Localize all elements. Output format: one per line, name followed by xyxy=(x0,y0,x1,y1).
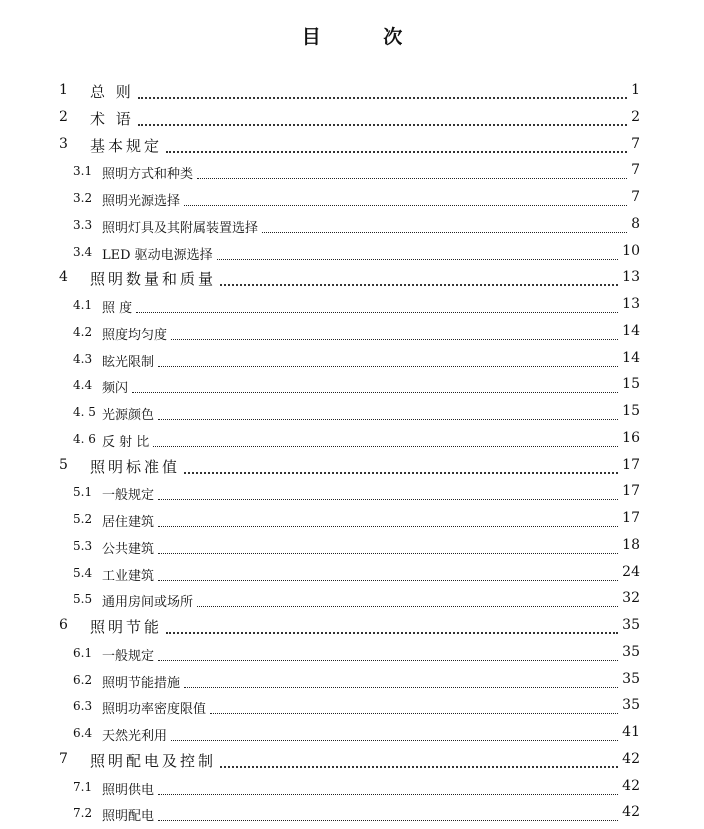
toc-leader-dots xyxy=(171,740,618,741)
toc-entry-label: 照明供电 xyxy=(102,782,155,798)
toc-entry-page: 1 xyxy=(631,82,640,98)
toc-entry-label: 反 射 比 xyxy=(102,434,150,450)
toc-entry-number: 4.1 xyxy=(73,298,93,312)
toc-entry[interactable] xyxy=(0,266,704,290)
toc-entry-page: 42 xyxy=(622,750,640,767)
toc-leader-dots xyxy=(158,553,618,554)
toc-entry-number: 3.4 xyxy=(73,244,93,259)
toc-entry-number: 3.3 xyxy=(73,217,93,232)
toc-leader-dots xyxy=(184,687,618,688)
toc-entry-number: 7 xyxy=(59,750,68,767)
toc-entry[interactable] xyxy=(0,507,704,531)
toc-entry-page: 14 xyxy=(622,349,640,366)
toc-leader-dots xyxy=(166,151,627,153)
toc-entry-number: 5.3 xyxy=(73,538,93,553)
toc-leader-dots xyxy=(138,124,627,126)
toc-leader-dots xyxy=(220,766,618,768)
toc-entry[interactable] xyxy=(0,159,704,183)
toc-entry[interactable] xyxy=(0,561,704,585)
toc-entry-number: 5.2 xyxy=(73,512,93,526)
toc-entry[interactable] xyxy=(0,721,704,745)
toc-leader-dots xyxy=(153,446,618,447)
toc-entry[interactable] xyxy=(0,454,704,478)
toc-entry-label: 照明灯具及其附属装置选择 xyxy=(102,220,259,236)
toc-entry-page: 2 xyxy=(631,108,640,125)
toc-entry-number: 4.2 xyxy=(73,324,93,339)
toc-entry-number: 5.1 xyxy=(73,485,93,500)
toc-entry-label: 照明配电 xyxy=(102,809,155,825)
toc-entry-page: 7 xyxy=(631,189,640,205)
toc-entry-label: LED 驱动电源选择 xyxy=(102,247,213,263)
toc-leader-dots xyxy=(197,178,627,179)
toc-entry-label: 术 语 xyxy=(90,109,134,128)
toc-entry[interactable] xyxy=(0,186,704,210)
toc-entry-label: 照明光源选择 xyxy=(102,194,181,209)
toc-entry-number: 6.4 xyxy=(73,726,93,740)
toc-entry-page: 7 xyxy=(631,135,640,152)
toc-leader-dots xyxy=(217,259,618,260)
toc-leader-dots xyxy=(136,312,618,313)
toc-entry-label: 光源颜色 xyxy=(102,408,155,423)
toc-leader-dots xyxy=(158,660,618,661)
toc-entry-number: 2 xyxy=(59,108,68,125)
toc-entry-number: 5.5 xyxy=(73,592,93,607)
toc-entry-label: 照明节能措施 xyxy=(102,675,181,691)
toc-leader-dots xyxy=(138,97,627,99)
toc-entry-number: 3.2 xyxy=(73,191,93,205)
toc-entry-page: 41 xyxy=(622,724,640,740)
toc-entry-label: 频闪 xyxy=(102,381,129,397)
toc-entry-number: 4.3 xyxy=(73,351,93,366)
toc-entry-label: 照度均匀度 xyxy=(102,327,168,343)
page-title: 目 次 xyxy=(301,26,431,48)
toc-entry-page: 7 xyxy=(631,162,640,179)
toc-entry-page: 16 xyxy=(622,429,640,446)
toc-entry-number: 5.4 xyxy=(73,565,93,580)
toc-entry-label: 照明节能 xyxy=(90,618,163,636)
toc-entry[interactable] xyxy=(0,480,704,504)
toc-entry-number: 3 xyxy=(59,135,68,152)
toc-entry[interactable] xyxy=(0,213,704,237)
toc-entry[interactable] xyxy=(0,106,704,130)
toc-entry-number: 4. 5 xyxy=(73,405,96,419)
toc-entry[interactable] xyxy=(0,427,704,451)
toc-entry-page: 35 xyxy=(622,670,640,687)
toc-entry-label: 居住建筑 xyxy=(102,515,155,530)
toc-entry-label: 通用房间或场所 xyxy=(102,595,194,611)
toc-entry-page: 35 xyxy=(622,697,640,714)
toc-leader-dots xyxy=(171,339,618,340)
toc-leader-dots xyxy=(262,232,627,233)
toc-entry-number: 5 xyxy=(59,456,68,473)
toc-entry-page: 15 xyxy=(622,376,640,393)
toc-entry-label: 基本规定 xyxy=(90,136,163,155)
toc-leader-dots xyxy=(184,472,618,474)
toc-entry-number: 6.2 xyxy=(73,672,93,687)
toc-entry-page: 10 xyxy=(622,242,640,259)
toc-entry-number: 4 xyxy=(59,269,68,286)
toc-entry-label: 一般规定 xyxy=(102,488,155,504)
toc-entry-page: 24 xyxy=(622,563,640,580)
toc-entry[interactable] xyxy=(0,320,704,344)
toc-leader-dots xyxy=(184,205,627,206)
toc-entry[interactable] xyxy=(0,400,704,424)
toc-leader-dots xyxy=(158,794,618,795)
toc-entry-label: 总 则 xyxy=(90,83,134,101)
toc-leader-dots xyxy=(158,419,618,420)
toc-entry[interactable] xyxy=(0,240,704,264)
toc-entry[interactable] xyxy=(0,748,704,772)
toc-entry-page: 42 xyxy=(622,777,640,794)
toc-leader-dots xyxy=(210,713,618,714)
toc-entry-number: 7.2 xyxy=(73,806,93,821)
toc-leader-dots xyxy=(220,284,618,286)
toc-entry-page: 13 xyxy=(622,296,640,312)
toc-entry-page: 32 xyxy=(622,590,640,607)
toc-entry-page: 15 xyxy=(622,403,640,419)
toc-entry-page: 42 xyxy=(622,804,640,821)
toc-entry-page: 35 xyxy=(622,617,640,633)
toc-entry[interactable] xyxy=(0,133,704,157)
toc-entry[interactable] xyxy=(0,587,704,611)
toc-entry[interactable] xyxy=(0,614,704,638)
toc-entry[interactable] xyxy=(0,373,704,397)
toc-entry-page: 17 xyxy=(622,456,640,473)
toc-entry-number: 4. 6 xyxy=(73,431,96,446)
toc-entry-label: 照 度 xyxy=(102,301,133,316)
toc-entry-page: 8 xyxy=(631,215,640,232)
toc-entry[interactable] xyxy=(0,668,704,692)
toc-entry-page: 14 xyxy=(622,322,640,339)
toc-entry-number: 1 xyxy=(59,82,68,98)
toc-entry-label: 公共建筑 xyxy=(102,541,155,557)
toc-entry[interactable] xyxy=(0,534,704,558)
toc-entry-page: 17 xyxy=(622,483,640,500)
toc-leader-dots xyxy=(158,366,618,367)
toc-entry[interactable] xyxy=(0,641,704,665)
toc-leader-dots xyxy=(132,392,618,393)
toc-entry-number: 7.1 xyxy=(73,779,93,794)
toc-entry-label: 照明功率密度限值 xyxy=(102,702,207,718)
toc-entry-label: 眩光限制 xyxy=(102,354,155,370)
toc-entry-label: 一般规定 xyxy=(102,648,155,664)
toc-entry[interactable] xyxy=(0,293,704,317)
toc-entry-number: 3.1 xyxy=(73,164,93,179)
toc-entry-number: 4.4 xyxy=(73,378,93,393)
toc-entry-number: 6.1 xyxy=(73,645,93,660)
toc-leader-dots xyxy=(158,526,618,527)
toc-leader-dots xyxy=(158,580,618,581)
toc-entry[interactable] xyxy=(0,79,704,103)
toc-entry-label: 照明数量和质量 xyxy=(90,270,217,289)
toc-entry-label: 照明标准值 xyxy=(90,457,181,476)
toc-entry[interactable] xyxy=(0,801,704,825)
toc-entry-label: 照明方式和种类 xyxy=(102,167,194,183)
toc-entry-page: 13 xyxy=(622,269,640,286)
toc-leader-dots xyxy=(166,632,618,634)
toc-entry-page: 18 xyxy=(622,536,640,553)
toc-entry-page: 35 xyxy=(622,643,640,660)
toc-entry[interactable] xyxy=(0,694,704,718)
toc-entry[interactable] xyxy=(0,775,704,799)
toc-entry-number: 6 xyxy=(59,617,68,633)
toc-entry-label: 工业建筑 xyxy=(102,568,155,584)
toc-leader-dots xyxy=(158,499,618,500)
toc-entry-page: 17 xyxy=(622,510,640,526)
toc-entry-label: 照明配电及控制 xyxy=(90,751,217,770)
toc-entry-number: 6.3 xyxy=(73,699,93,714)
toc-entry[interactable] xyxy=(0,347,704,371)
toc-leader-dots xyxy=(158,820,618,821)
toc-entry-label: 天然光利用 xyxy=(102,729,168,744)
toc-leader-dots xyxy=(197,606,618,607)
